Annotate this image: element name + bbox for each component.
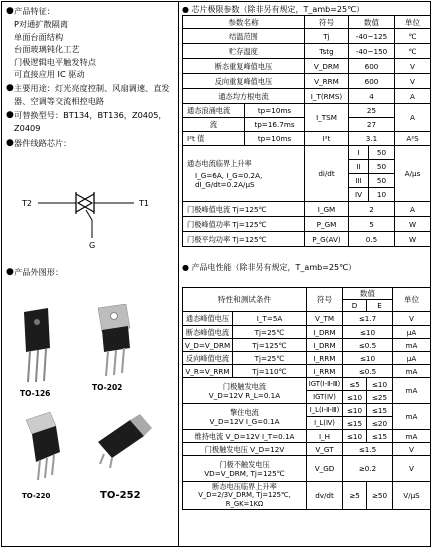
bullet-icon: ● bbox=[6, 82, 14, 93]
table-header-row bbox=[183, 16, 431, 29]
table-row: 擎住电流 V_D=12V I_G=0.1A I_L(Ⅰ-Ⅱ-Ⅲ) ≤10 ≤15 mA bbox=[183, 404, 431, 417]
bullet-icon: ● bbox=[6, 109, 14, 120]
gate-ratings-table bbox=[182, 201, 431, 247]
feature-item: 台面玻璃钝化工艺 bbox=[14, 44, 80, 55]
column-divider bbox=[178, 2, 179, 546]
bullet-icon: ● bbox=[6, 267, 14, 277]
table-row: I_L(Ⅳ) ≤15 ≤20 bbox=[183, 417, 431, 430]
to202-label: TO-202 bbox=[92, 383, 123, 392]
table-header-row: D E bbox=[183, 300, 431, 312]
header-value: 数值 bbox=[349, 16, 395, 29]
to220-package-icon bbox=[26, 412, 60, 480]
table-row: 断态电压临界上升率 V_D=2/3V_DRM, Tj=125℃, R_GK=1KΩ dv/dt ≥5 ≥50 V/μS bbox=[183, 482, 431, 510]
electrical-table bbox=[182, 287, 431, 510]
to202-package-icon bbox=[98, 304, 130, 376]
package-photos bbox=[16, 302, 176, 502]
table-row: 断态峰值电流 Tj=25℃ I_DRM ≤10 μA bbox=[183, 326, 431, 339]
header-param: 参数名称 bbox=[183, 16, 305, 29]
application-text: ● 主要用途：灯光亮度控制、风扇调速、直发器、空调等交流相控电路 bbox=[6, 82, 170, 106]
t1-label: T1 bbox=[139, 199, 149, 208]
didt-cond2: dI_G/dt=0.2A/μS bbox=[195, 179, 255, 189]
table-row: 门极触发电压 V_D=12V V_GT ≤1.5 V bbox=[183, 443, 431, 456]
didt-table bbox=[182, 145, 431, 202]
to126-package-icon bbox=[24, 308, 50, 382]
table-row: V_D=V_DRM Tj=125℃ I_DRM ≤0.5 mA bbox=[183, 339, 431, 352]
features-heading: ● 产品特征： bbox=[6, 6, 55, 16]
table-row: V_R=V_RRM Tj=110℃ I_RRM ≤0.5 mA bbox=[183, 365, 431, 378]
table-row: 贮存温度 Tstg -40~150 ℃ bbox=[183, 44, 431, 59]
g-label: G bbox=[89, 241, 96, 250]
surge-table bbox=[182, 103, 431, 146]
max-ratings-title: ● 芯片极限参数（除非另有规定，T_amb=25℃） bbox=[182, 5, 365, 14]
didt-cond1: I_G=6A, I_G=0.2A, bbox=[195, 170, 263, 180]
table-row: 通态电流临界上升率 I_G=6A, I_G=0.2A, dI_G/dt=0.2A/μS di/dt I 50 A/μs bbox=[183, 146, 431, 160]
to252-package-icon bbox=[98, 414, 152, 468]
table-row: 门极峰值电流 Tj=125℃ I_GM 2 A bbox=[183, 202, 431, 217]
table-row: 通态均方根电流 I_T(RMS) 4 A bbox=[183, 89, 431, 104]
triac-symbol-icon bbox=[16, 180, 166, 252]
electrical-section bbox=[182, 262, 430, 510]
photo-heading: ● 产品外图形： bbox=[6, 267, 64, 277]
table-row: 流 tp=16.7ms 27 bbox=[183, 118, 431, 132]
table-row: 门极平均功率 Tj=125℃ P_G(AV) 0.5 W bbox=[183, 232, 431, 247]
table-row: 通态峰值电压 I_T=5A V_TM ≤1.7 V bbox=[183, 312, 431, 326]
electrical-title: ● 产品电性能（除非另有规定，T_amb=25℃） bbox=[182, 263, 357, 272]
feature-item: P对通扩散隔离 bbox=[14, 19, 69, 29]
bullet-icon: ● bbox=[6, 6, 14, 16]
header-symbol: 符号 bbox=[305, 16, 349, 29]
symbol-heading: ● 器件线路芯片： bbox=[6, 137, 72, 148]
feature-item: 单面台面结构 bbox=[14, 31, 64, 42]
table-row: 结温范围 Tj -40~125 ℃ bbox=[183, 29, 431, 44]
header-unit: 单位 bbox=[395, 16, 431, 29]
table-row: I²t 值 tp=10ms I²t 3.1 A²S bbox=[183, 132, 431, 146]
replace-text: ● 可替换型号：BT134，BT136，Z0405，Z0409 bbox=[6, 109, 167, 133]
to252-label: TO-252 bbox=[100, 490, 141, 501]
table-row: 反向重复峰值电压 V_RRM 600 V bbox=[183, 74, 431, 89]
t2-label: T2 bbox=[22, 199, 32, 208]
max-ratings-section bbox=[182, 4, 430, 247]
photo-section bbox=[6, 266, 176, 279]
feature-item: 门极逻辑电平触发特点 bbox=[14, 56, 96, 67]
table-row: 门极不触发电压 VD=V_DRM, Tj=125℃ V_GD ≥0.2 V bbox=[183, 456, 431, 482]
table-row: 维持电流 V_D=12V I_T=0.1A I_H ≤10 ≤15 mA bbox=[183, 430, 431, 443]
didt-name: 通态电流临界上升率 bbox=[187, 158, 252, 168]
to220-label: TO-220 bbox=[22, 492, 51, 500]
table-row: II 50 bbox=[183, 160, 431, 174]
table-row: 断态重复峰值电压 V_DRM 600 V bbox=[183, 59, 431, 74]
surge-name: 通态浪涌电流 bbox=[183, 104, 245, 118]
left-column bbox=[6, 5, 176, 150]
table-header-row: 特性和测试条件 符号 数值 单位 bbox=[183, 288, 431, 300]
table-row: IV 10 bbox=[183, 188, 431, 202]
bullet-icon: ● bbox=[6, 137, 14, 148]
datasheet-frame bbox=[1, 1, 431, 547]
max-ratings-table bbox=[182, 15, 431, 104]
table-row: 门极触发电流 V_D=12V R_L=0.1A IGT(Ⅰ-Ⅱ-Ⅲ) ≤5 ≤10 mA bbox=[183, 378, 431, 391]
table-row: 通态浪涌电流 tp=10ms I_TSM 25 A bbox=[183, 104, 431, 118]
table-row: IGT(Ⅳ) ≤10 ≤25 bbox=[183, 391, 431, 404]
table-row: 门极峰值功率 Tj=125℃ P_GM 5 W bbox=[183, 217, 431, 232]
feature-item: 可直接应用 IC 驱动 bbox=[14, 69, 85, 80]
table-row: 反向峰值电流 Tj=25℃ I_RRM ≤10 μA bbox=[183, 352, 431, 365]
to126-label: TO-126 bbox=[20, 389, 51, 398]
table-row: III 50 bbox=[183, 174, 431, 188]
